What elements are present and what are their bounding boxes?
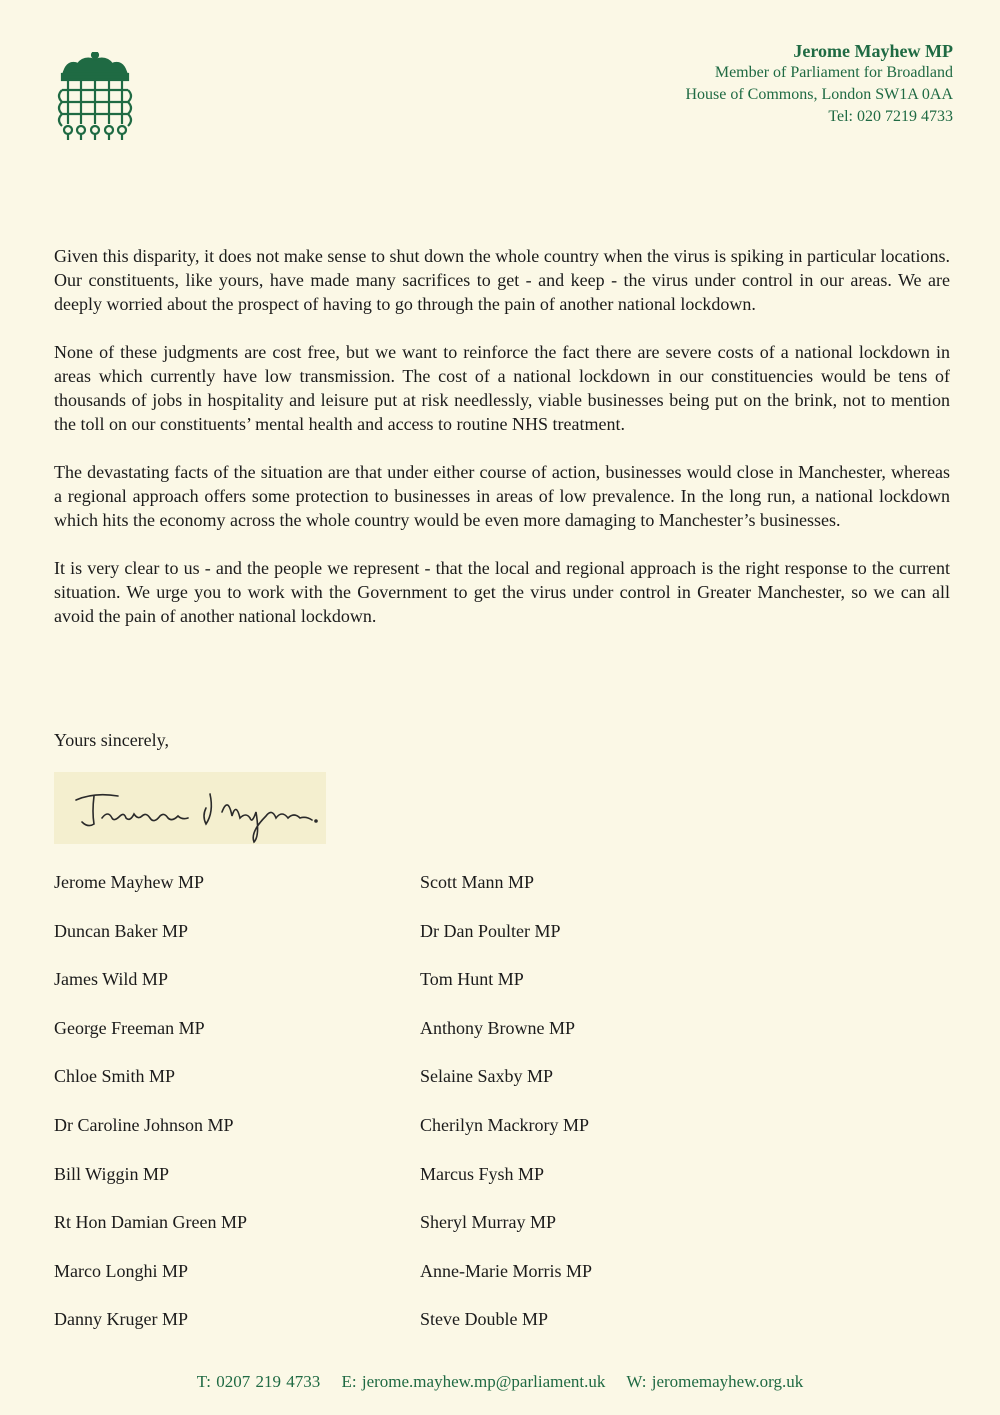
mp-role: Member of Parliament for Broadland — [714, 64, 953, 81]
portcullis-icon — [54, 52, 136, 144]
footer-contact — [0, 1372, 1000, 1392]
footer-website[interactable]: W: jeromemayhew.org.uk — [626, 1372, 804, 1391]
signatory: Danny Kruger MP — [54, 1309, 188, 1330]
signatory: Rt Hon Damian Green MP — [54, 1212, 247, 1233]
signatories-list — [54, 870, 754, 1331]
paragraph: The devastating facts of the situation are that under either course of action, businesses would close in Manchester, whereas a regional approach offers some protection to businesses in areas of low prevalence. In the long run, a national lockdown which hits the economy across the whole country would be even more damaging to Manchester’s businesses. — [54, 462, 950, 530]
signatory: Marco Longhi MP — [54, 1260, 188, 1281]
signatory: Selaine Saxby MP — [420, 1066, 553, 1087]
signatory: Cherilyn Mackrory MP — [420, 1114, 589, 1135]
paragraph: Given this disparity, it does not make sense to shut down the whole country when the virus is spiking in particular locations. Our constituents, like yours, have made many sacrifices to get - and keep - the virus under control in our areas. We are deeply worried about the prospect of having to go through the pain of another national lockdown. — [54, 246, 950, 314]
mp-telephone: Tel: 020 7219 4733 — [828, 108, 953, 125]
signatory: Dr Dan Poulter MP — [420, 920, 561, 941]
mp-name: Jerome Mayhew MP — [793, 41, 953, 61]
closing-salutation: Yours sincerely, — [54, 730, 169, 750]
signatory: Scott Mann MP — [420, 872, 535, 892]
signatory: Anne-Marie Morris MP — [420, 1260, 592, 1281]
handwritten-signature — [54, 772, 326, 844]
signature-area — [54, 772, 326, 844]
signatory: Marcus Fysh MP — [420, 1163, 545, 1184]
signatory: Duncan Baker MP — [54, 920, 188, 941]
signatory: Anthony Browne MP — [420, 1017, 576, 1038]
signatory: Bill Wiggin MP — [54, 1163, 169, 1184]
footer-phone: T: 0207 219 4733 — [196, 1372, 321, 1391]
signatory: Sheryl Murray MP — [420, 1212, 556, 1233]
signatory: Steve Double MP — [420, 1309, 548, 1330]
paragraph: It is very clear to us - and the people we represent - that the local and regional approach is the right response to the current situation. We urge you to work with the Government to get the virus under control in Greater Manchester, so we can all avoid the pain of another national lockdown. — [54, 558, 950, 626]
signatory: Jerome Mayhew MP — [54, 872, 204, 892]
signatory: Dr Caroline Johnson MP — [54, 1114, 234, 1135]
signatory: Chloe Smith MP — [54, 1066, 176, 1087]
letterhead — [685, 40, 953, 128]
signatory: Tom Hunt MP — [420, 969, 524, 990]
paragraph: None of these judgments are cost free, but we want to reinforce the fact there are severe costs of a national lockdown in areas which currently have low transmission. The cost of a national lockdown in our constituencies would be tens of thousands of jobs in hospitality and leisure put at risk needlessly, viable businesses being put on the brink, not to mention the toll on our constituents’ mental health and access to routine NHS treatment. — [54, 342, 950, 434]
signatory: James Wild MP — [54, 969, 168, 990]
footer-email[interactable]: E: jerome.mayhew.mp@parliament.uk — [341, 1372, 606, 1391]
mp-address: House of Commons, London SW1A 0AA — [685, 86, 953, 103]
letter-body — [54, 244, 950, 652]
signatory: George Freeman MP — [54, 1017, 205, 1038]
